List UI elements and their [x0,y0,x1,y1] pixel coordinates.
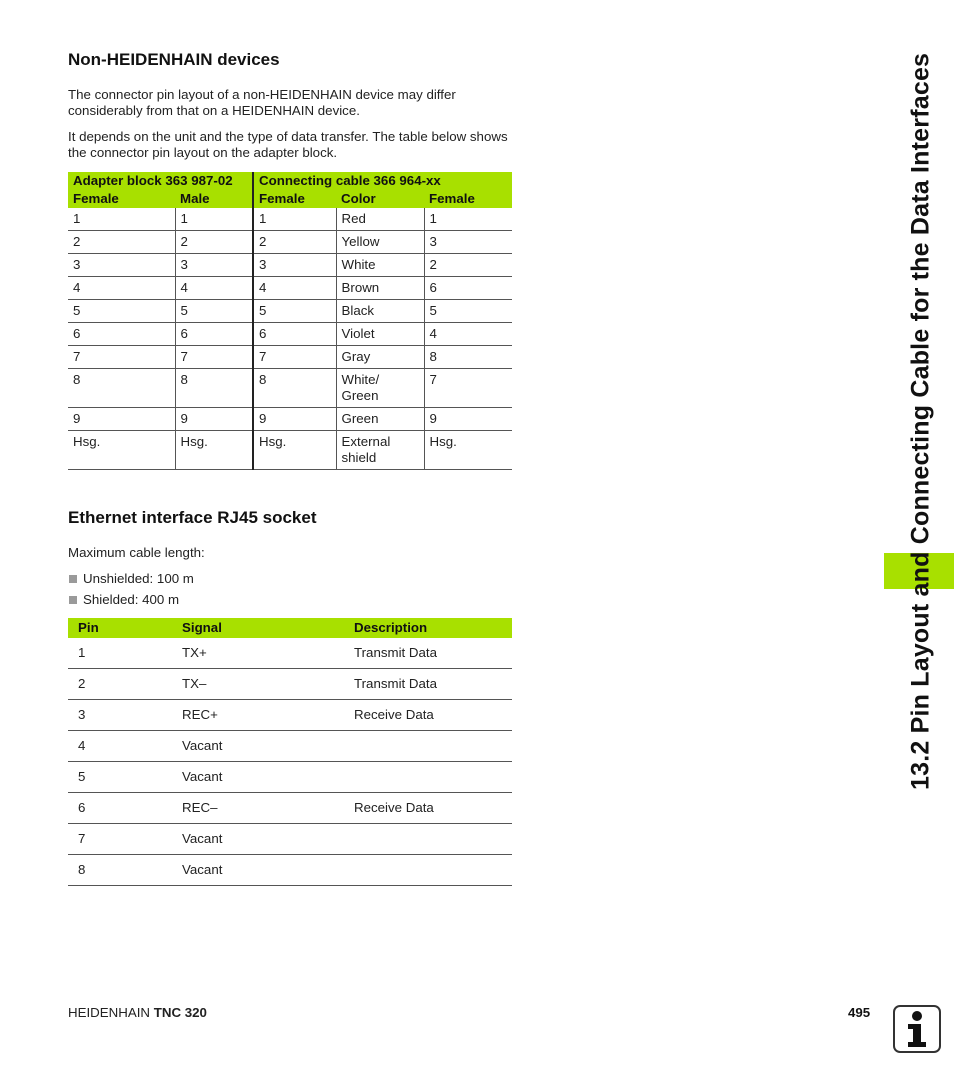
table-cell: 4 [68,277,175,300]
table-cell: 6 [253,323,336,346]
table-cell [344,762,512,793]
table-cell: Transmit Data [344,638,512,669]
table-cell [344,731,512,762]
pin-layout-table [68,172,512,470]
table-cell: 2 [68,669,172,700]
table-cell: Red [336,208,424,231]
footer-brand [68,1005,207,1020]
list-item [68,571,194,592]
table-cell: 3 [175,254,253,277]
table-cell: Hsg. [68,431,175,470]
column-header: Signal [172,618,344,638]
table-cell: 6 [424,277,512,300]
table-cell: White/ Green [336,369,424,408]
table-cell: 1 [253,208,336,231]
table-cell: Vacant [172,824,344,855]
group-header-adapter-block: Adapter block 363 987-02 [68,172,253,190]
table-cell [344,824,512,855]
table-row [68,369,512,408]
table-cell: 2 [68,231,175,254]
table-row [68,762,512,793]
table-cell: Black [336,300,424,323]
group-header-connecting-cable: Connecting cable 366 964-xx [253,172,512,190]
table-row [68,793,512,824]
table-row [68,855,512,886]
table-cell: 6 [175,323,253,346]
table-cell: 7 [68,346,175,369]
table-cell: 3 [253,254,336,277]
table-row [68,208,512,231]
table-cell: Green [336,408,424,431]
table-cell: 6 [68,323,175,346]
table-cell: 9 [175,408,253,431]
column-header: Description [344,618,512,638]
table-cell: 1 [68,638,172,669]
footer-product: TNC 320 [153,1005,207,1020]
table-row [68,277,512,300]
table-cell: 8 [253,369,336,408]
column-header: Male [175,190,253,208]
table-cell: 6 [68,793,172,824]
table-cell: Transmit Data [344,669,512,700]
column-header: Color [336,190,424,208]
table-cell: Hsg. [424,431,512,470]
table-cell: REC+ [172,700,344,731]
column-header: Female [68,190,175,208]
table-row [68,231,512,254]
table-cell: 4 [68,731,172,762]
cable-length-list [68,571,194,613]
table-row [68,346,512,369]
chapter-side-title: 13.2 Pin Layout and Connecting Cable for the Data Interfaces [906,52,935,790]
table-cell: 1 [175,208,253,231]
section-title-ethernet: Ethernet interface RJ45 socket [68,508,317,527]
table-cell: White [336,254,424,277]
page-number: 495 [848,1005,871,1020]
table-row [68,731,512,762]
table-cell: 8 [175,369,253,408]
table-row [68,638,512,669]
table-row [68,254,512,277]
table-cell: 2 [253,231,336,254]
table-cell: TX+ [172,638,344,669]
table-cell: 8 [68,369,175,408]
table-cell: 5 [68,762,172,793]
table-cell: 2 [175,231,253,254]
table-row [68,700,512,731]
table-cell: 8 [68,855,172,886]
table-cell: Receive Data [344,700,512,731]
table-cell: Vacant [172,762,344,793]
table-cell: Violet [336,323,424,346]
table-row [68,669,512,700]
list-item [68,592,194,613]
table-cell: 3 [68,254,175,277]
column-header: Female [424,190,512,208]
table-cell: REC– [172,793,344,824]
table-cell: 1 [424,208,512,231]
table-cell: 8 [424,346,512,369]
table-cell: 9 [253,408,336,431]
info-icon [893,1005,941,1053]
table-cell: 4 [253,277,336,300]
table-cell: 7 [424,369,512,408]
table-cell: Receive Data [344,793,512,824]
column-header: Pin [68,618,172,638]
table-cell: 4 [175,277,253,300]
list-item-text: Shielded: 400 m [83,592,180,607]
table-cell: Vacant [172,855,344,886]
intro-paragraph-1: The connector pin layout of a non-HEIDENHAIN device may differ considerably from that on a HEIDENHAIN device. [68,87,456,118]
table-cell [344,855,512,886]
table-cell: Brown [336,277,424,300]
table-cell: 3 [424,231,512,254]
table-cell: 1 [68,208,175,231]
table-cell: 5 [175,300,253,323]
table-cell: Vacant [172,731,344,762]
table-cell: 7 [253,346,336,369]
table-cell: 5 [68,300,175,323]
table-cell: Hsg. [253,431,336,470]
table-row [68,431,512,470]
table-cell: 2 [424,254,512,277]
intro-paragraph-2: It depends on the unit and the type of data transfer. The table below shows the connector pin layout on the adapter block. [68,129,508,160]
table-cell: 5 [253,300,336,323]
table-cell: 3 [68,700,172,731]
table-row [68,323,512,346]
square-bullet-icon [69,596,77,604]
column-header: Female [253,190,336,208]
table-cell: 7 [68,824,172,855]
ethernet-pin-table [68,618,512,886]
table-cell: TX– [172,669,344,700]
table-cell: Gray [336,346,424,369]
square-bullet-icon [69,575,77,583]
table-row [68,408,512,431]
table-row [68,824,512,855]
table-cell: 4 [424,323,512,346]
table-cell: Yellow [336,231,424,254]
table-cell: 5 [424,300,512,323]
list-item-text: Unshielded: 100 m [83,571,194,586]
table-cell: Hsg. [175,431,253,470]
table-cell: 9 [424,408,512,431]
table-cell: 9 [68,408,175,431]
cable-length-intro: Maximum cable length: [68,545,205,560]
footer-brand-name: HEIDENHAIN [68,1005,151,1020]
table-cell: 7 [175,346,253,369]
table-row [68,300,512,323]
section-title-non-heidenhain: Non-HEIDENHAIN devices [68,50,280,69]
table-cell: External shield [336,431,424,470]
